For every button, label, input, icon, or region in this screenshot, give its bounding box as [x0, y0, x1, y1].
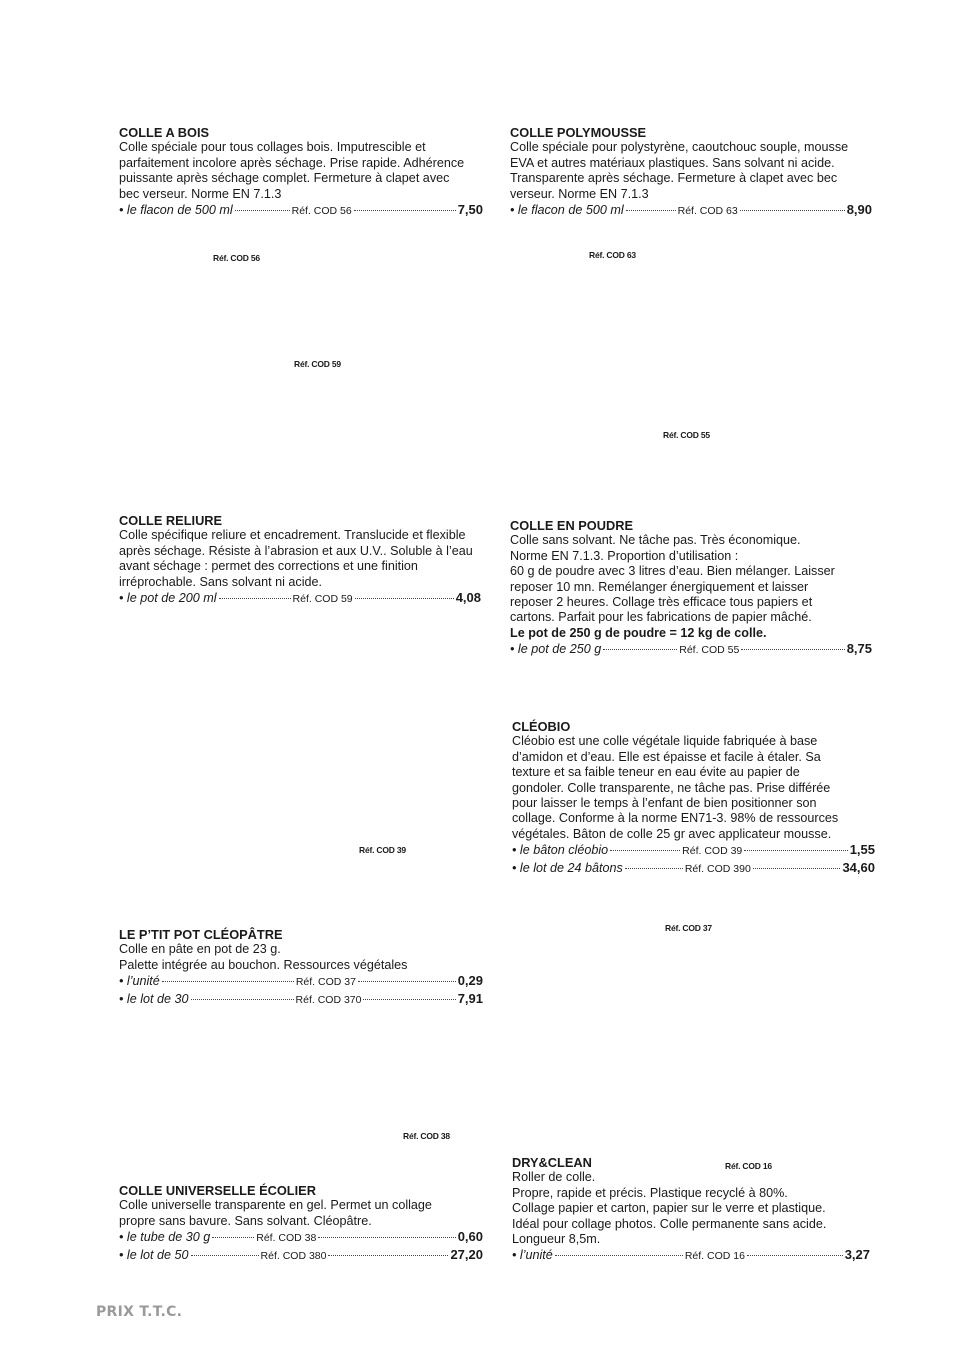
- image-caption: Réf. COD 59: [294, 359, 341, 369]
- variant-price: 4,08: [455, 590, 481, 606]
- price-row: [512, 842, 875, 859]
- variant-price: 0,60: [457, 1229, 483, 1245]
- variant-ref: Réf. COD 55: [679, 644, 740, 657]
- product-highlight: Le pot de 250 g de poudre = 12 kg de colle.: [510, 625, 767, 640]
- image-caption: Réf. COD 37: [665, 923, 712, 933]
- product-description: Cléobio est une colle végétale liquide fabriquée à base d’amidon et d’eau. Elle est épaisse et facile à étaler. Sa texture et sa faible teneur en eau évite au papier de gondoler. Colle transparente, ne tâche pas. Prise différée pour laisser le temps à l’enfant de bien positionner son collage. Conforme à la norme EN71-3. 98% de ressources végétales. Bâton de colle 25 gr avec applicateur mousse.: [512, 734, 839, 841]
- image-caption: Réf. COD 63: [589, 250, 636, 260]
- variant-ref: Réf. COD 56: [291, 205, 352, 218]
- product-title: DRY&CLEAN: [512, 1155, 592, 1170]
- price-row: [119, 1229, 483, 1246]
- variant-ref: Réf. COD 16: [684, 1250, 745, 1263]
- product-title: COLLE POLYMOUSSE: [510, 125, 647, 140]
- product-dry-clean: [512, 1155, 870, 1265]
- variant-ref: Réf. COD 59: [292, 593, 353, 606]
- variant-label: • l’unité: [119, 974, 160, 989]
- variant-price: 7,91: [457, 990, 483, 1006]
- price-row: [512, 1247, 870, 1264]
- variant-label: • le pot de 250 g: [510, 642, 602, 657]
- product-description: Colle spécifique reliure et encadrement. Translucide et flexible après séchage. Résiste à l’abrasion et aux U.V.. Soluble à l’eau avant séchage : permet des corrections et une finition irréprochable. Sans solvant ni acide.: [119, 528, 473, 589]
- product-description: Colle universelle transparente en gel. Permet un collage propre sans bavure. Sans solvant. Cléopâtre.: [119, 1198, 432, 1228]
- product-title: COLLE RELIURE: [119, 513, 223, 528]
- footer-price-note: PRIX T.T.C.: [96, 1304, 183, 1320]
- variant-label: • le lot de 30: [119, 991, 189, 1006]
- variant-label: • le lot de 24 bâtons: [512, 860, 623, 875]
- product-cleobio: [512, 719, 875, 877]
- product-colle-en-poudre: [510, 518, 872, 659]
- variant-label: • l’unité: [512, 1248, 553, 1263]
- product-title: LE P’TIT POT CLÉOPÂTRE: [119, 927, 283, 942]
- variant-ref: Réf. COD 380: [260, 1249, 327, 1262]
- product-title: COLLE EN POUDRE: [510, 518, 634, 533]
- variant-price: 27,20: [450, 1246, 483, 1262]
- variant-label: • le flacon de 500 ml: [510, 203, 624, 218]
- product-description: Colle sans solvant. Ne tâche pas. Très économique. Norme EN 7.1.3. Proportion d’utilisation : 60 g de poudre avec 3 litres d’eau. Bien mélanger. Laisser reposer 10 mn. Remélanger énergiquement et laisser reposer 2 heures. Collage très efficace tous papiers et cartons. Parfait pour les fabrications de papier mâché.: [510, 533, 835, 625]
- price-row: [510, 202, 872, 219]
- variant-ref: Réf. COD 37: [295, 976, 356, 989]
- image-caption: Réf. COD 55: [663, 430, 710, 440]
- image-caption: Réf. COD 38: [403, 1131, 450, 1141]
- image-caption: Réf. COD 56: [213, 253, 260, 263]
- product-colle-polymousse: [510, 125, 872, 219]
- variant-ref: Réf. COD 63: [677, 205, 738, 218]
- price-row: [512, 860, 875, 877]
- product-description: Colle en pâte en pot de 23 g. Palette intégrée au bouchon. Ressources végétales: [119, 942, 408, 972]
- price-row: [119, 202, 483, 219]
- price-row: [119, 1247, 483, 1264]
- product-description: Roller de colle. Propre, rapide et précis. Plastique recyclé à 80%. Collage papier et carton, papier sur le verre et plastique. Idéal pour collage photos. Colle permanente sans acide. Longueur 8,5m.: [512, 1170, 827, 1247]
- variant-price: 1,55: [849, 842, 875, 858]
- variant-ref: Réf. COD 39: [682, 845, 743, 858]
- variant-label: • le lot de 50: [119, 1247, 189, 1262]
- image-caption: Réf. COD 39: [359, 845, 406, 855]
- variant-ref: Réf. COD 390: [684, 862, 751, 875]
- price-row: [119, 590, 481, 607]
- variant-price: 0,29: [457, 973, 483, 989]
- variant-label: • le pot de 200 ml: [119, 591, 217, 606]
- variant-label: • le tube de 30 g: [119, 1230, 211, 1245]
- variant-price: 34,60: [842, 859, 875, 875]
- product-colle-universelle-ecolier: [119, 1183, 483, 1264]
- variant-price: 7,50: [457, 202, 483, 218]
- price-row: [119, 973, 483, 990]
- variant-ref: Réf. COD 38: [256, 1232, 317, 1245]
- product-ptit-pot-cleopatre: [119, 927, 483, 1008]
- product-description: Colle spéciale pour polystyrène, caoutchouc souple, mousse EVA et autres matériaux plastiques. Sans solvant ni acide. Transparente après séchage. Fermeture à clapet avec bec verseur. Norme EN 7.1.3: [510, 140, 849, 201]
- product-title: CLÉOBIO: [512, 719, 571, 734]
- price-row: [510, 641, 872, 658]
- product-title: COLLE A BOIS: [119, 125, 210, 140]
- product-colle-a-bois: [119, 125, 483, 219]
- image-caption: Réf. COD 16: [725, 1161, 772, 1171]
- product-description: Colle spéciale pour tous collages bois. Imputrescible et parfaitement incolore après séchage. Prise rapide. Adhérence puissante après séchage complet. Fermeture à clapet avec bec verseur. Norme EN 7.1.3: [119, 140, 465, 201]
- variant-price: 8,75: [846, 641, 872, 657]
- product-title: COLLE UNIVERSELLE ÉCOLIER: [119, 1183, 316, 1198]
- variant-label: • le flacon de 500 ml: [119, 203, 233, 218]
- variant-label: • le bâton cléobio: [512, 843, 609, 858]
- price-row: [119, 991, 483, 1008]
- variant-price: 8,90: [846, 202, 872, 218]
- variant-price: 3,27: [844, 1247, 870, 1263]
- variant-ref: Réf. COD 370: [295, 993, 362, 1006]
- product-colle-reliure: [119, 513, 481, 607]
